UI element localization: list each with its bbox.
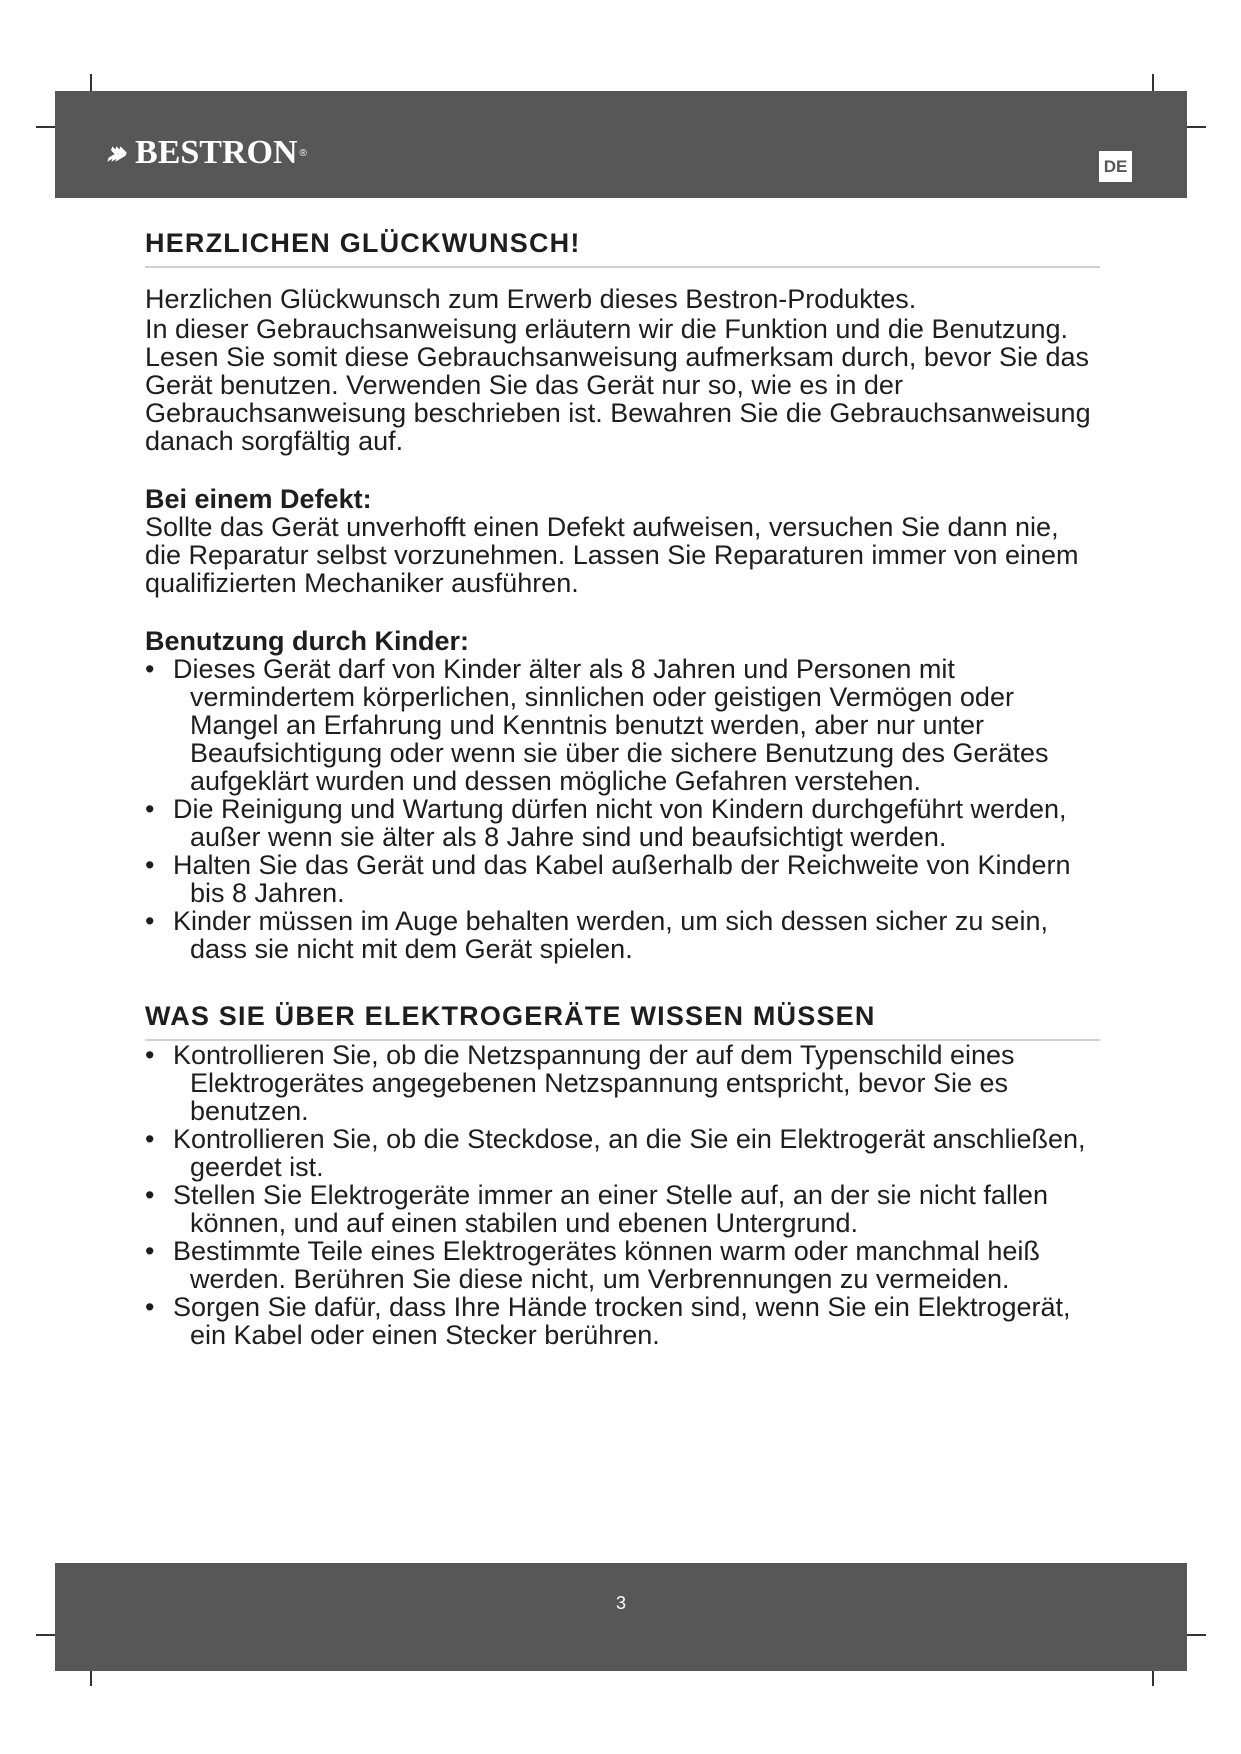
list-item: • Sorgen Sie dafür, dass Ihre Hände trocken sind, wenn Sie ein Elektrogerät, ein Kabel oder einen Stecker berühren. — [145, 1292, 1071, 1350]
intro-paragraph — [145, 285, 1100, 455]
bullet-icon: • — [145, 654, 155, 684]
list-item: • Die Reinigung und Wartung dürfen nicht von Kindern durchgeführt werden, außer wenn sie älter als 8 Jahre sind und beaufsichtigt werden. — [145, 794, 1067, 852]
children-title: Benutzung durch Kinder: — [145, 626, 469, 656]
list-item: • Stellen Sie Elektrogeräte immer an einer Stelle auf, an der sie nicht fallen können, und auf einen stabilen und ebenen Untergrund. — [145, 1180, 1048, 1238]
section-heading-electrical: WAS SIE ÜBER ELEKTROGERÄTE WISSEN MÜSSEN — [145, 1001, 1100, 1041]
bullet-icon: • — [145, 1292, 155, 1322]
bullet-icon: • — [145, 1040, 155, 1070]
brand-name: BESTRON — [135, 134, 298, 171]
footer-bar — [55, 1563, 1187, 1671]
intro-text: In dieser Gebrauchsanweisung erläutern wir die Funktion und die Benutzung. Lesen Sie somit diese Gebrauchsanweisung aufmerksam durch, bevor Sie das Gerät benutzen. Verwenden Sie das Gerät nur so, wie es in der Gebrauchsanweisung beschrieben ist. Bewahren Sie die Gebrauchsanweisung danach sorgfältig auf. — [145, 314, 1091, 456]
intro-line: Herzlichen Glückwunsch zum Erwerb dieses Bestron-Produktes. — [145, 284, 917, 314]
language-badge: DE — [1099, 151, 1132, 182]
section-heading-congratulations: HERZLICHEN GLÜCKWUNSCH! — [145, 228, 1100, 268]
list-item: • Kontrollieren Sie, ob die Steckdose, an die Sie ein Elektrogerät anschließen, geerdet ist. — [145, 1124, 1086, 1182]
list-item: • Kontrollieren Sie, ob die Netzspannung der auf dem Typenschild eines Elektrogerätes angegebenen Netzspannung entspricht, bevor Sie es benutzen. — [145, 1040, 1015, 1126]
bullet-icon: • — [145, 850, 155, 880]
bullet-icon: • — [145, 1180, 155, 1210]
bullet-icon: • — [145, 1124, 155, 1154]
defect-title: Bei einem Defekt: — [145, 484, 372, 514]
list-item: • Dieses Gerät darf von Kinder älter als 8 Jahren und Personen mit vermindertem körperlichen, sinnlichen oder geistigen Vermögen oder Mangel an Erfahrung und Kenntnis benutzt werden, aber nur unter Beaufsichtigung oder wenn sie über die sichere Benutzung des Gerätes aufgeklärt wurden und dessen mögliche Gefahren verstehen. — [145, 654, 1049, 796]
list-item: • Bestimmte Teile eines Elektrogerätes können warm oder manchmal heiß werden. Berühren Sie diese nicht, um Verbrennungen zu vermeiden. — [145, 1236, 1040, 1294]
chevrons-icon: ››› — [100, 133, 126, 173]
page-number: 3 — [615, 1593, 626, 1613]
electrical-list — [145, 1041, 1100, 1349]
children-list — [145, 655, 1100, 963]
bullet-icon: • — [145, 1236, 155, 1266]
list-item: • Halten Sie das Gerät und das Kabel außerhalb der Reichweite von Kindern bis 8 Jahren. — [145, 850, 1071, 908]
header-bar — [55, 91, 1187, 198]
page-content — [145, 228, 1100, 1349]
bullet-icon: • — [145, 906, 155, 936]
defect-text: Sollte das Gerät unverhofft einen Defekt aufweisen, versuchen Sie dann nie, die Reparatur selbst vorzunehmen. Lassen Sie Reparaturen immer von einem qualifizierten Mechaniker ausführen. — [145, 512, 1079, 598]
registered-mark: ® — [299, 147, 307, 159]
list-item: • Kinder müssen im Auge behalten werden, um sich dessen sicher zu sein, dass sie nicht mit dem Gerät spielen. — [145, 906, 1048, 964]
brand-logo — [100, 133, 307, 173]
bullet-icon: • — [145, 794, 155, 824]
